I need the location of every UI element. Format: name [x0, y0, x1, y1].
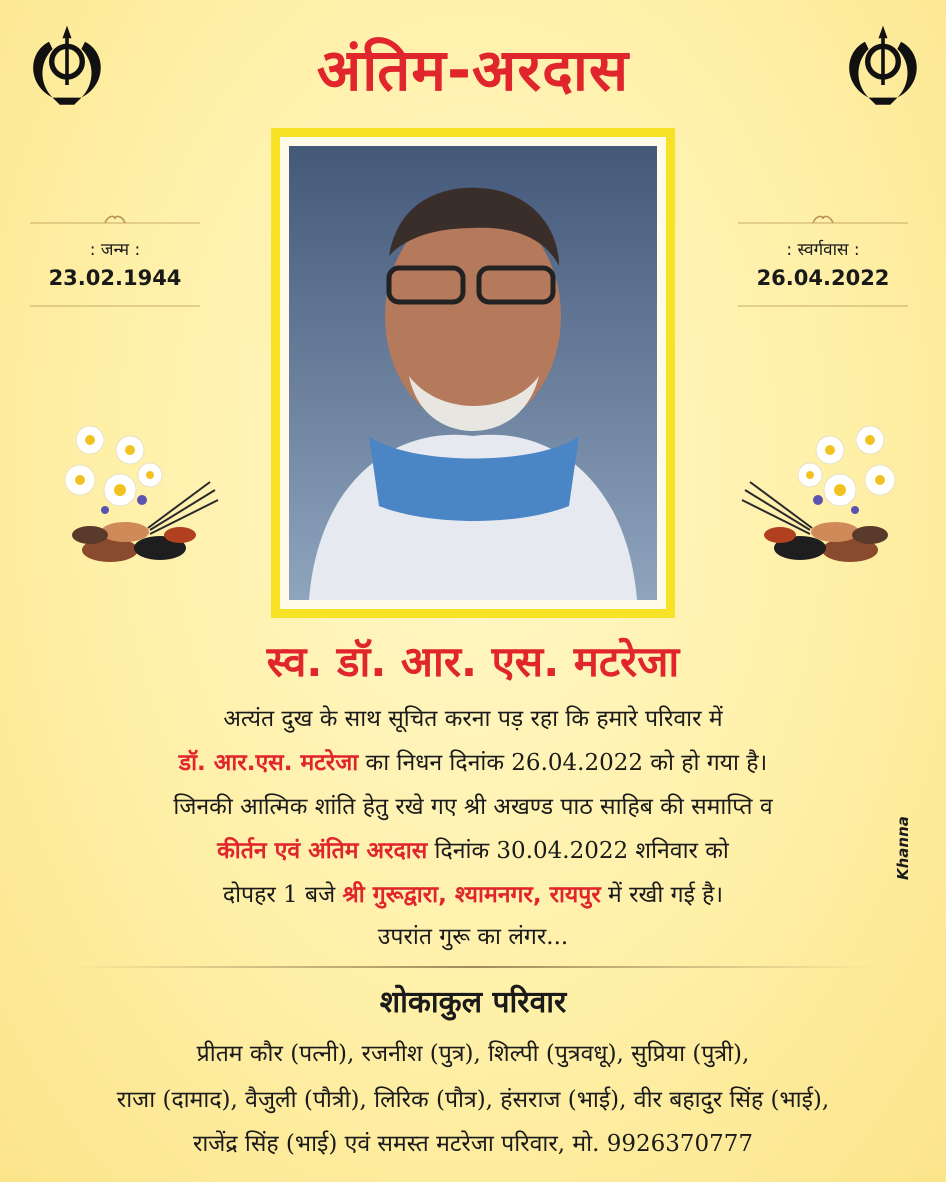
family-line-2: राजा (दामाद), वैजुली (पौत्री), लिरिक (पौत्र), हंसराज (भाई), वीर बहादुर सिंह (भाई),	[116, 1087, 830, 1113]
divider	[70, 966, 876, 968]
family-heading: शोकाकुल परिवार	[379, 985, 567, 1020]
ornament-divider-icon	[738, 213, 908, 227]
message-line-5	[0, 880, 946, 910]
message-highlight-event: कीर्तन एवं अंतिम अरदास	[217, 838, 428, 864]
message-text: दोपहर 1 बजे	[222, 882, 343, 908]
death-date: 26.04.2022	[756, 266, 890, 290]
message-text: में रखी गई है।	[600, 882, 724, 908]
flowers-incense-icon-left	[50, 420, 230, 580]
page-title: अंतिम-अरदास	[316, 36, 630, 104]
portrait-photo	[289, 146, 657, 600]
message-text: का निधन दिनांक 26.04.2022 को हो गया है।	[358, 750, 768, 776]
artist-credit: Khanna	[894, 816, 912, 880]
ornament-divider-icon	[30, 302, 200, 316]
death-date-box	[738, 212, 908, 320]
message-text: दिनांक 30.04.2022 शनिवार को	[427, 838, 729, 864]
flowers-incense-icon-right	[730, 420, 910, 580]
family-line-3: राजेंद्र सिंह (भाई) एवं समस्त मटरेजा परिवार, मो. 9926370777	[192, 1131, 754, 1157]
family-line-1: प्रीतम कौर (पत्नी), रजनीश (पुत्र), शिल्पी (पुत्रवधू), सुप्रिया (पुत्री),	[196, 1041, 750, 1067]
birth-date-box	[30, 212, 200, 320]
message-line-3: जिनकी आत्मिक शांति हेतु रखे गए श्री अखण्ड पाठ साहिब की समाप्ति व	[173, 794, 773, 820]
ornament-divider-icon	[30, 213, 200, 227]
message-highlight-venue: श्री गुरूद्वारा, श्यामनगर, रायपुर	[342, 882, 601, 908]
message-highlight-name: डॉ. आर.एस. मटरेजा	[178, 750, 359, 776]
birth-date: 23.02.1944	[48, 266, 182, 290]
death-label: : स्वर्गवास :	[786, 240, 860, 260]
message-line-4	[0, 836, 946, 866]
portrait-frame	[271, 128, 675, 618]
ornament-divider-icon	[738, 302, 908, 316]
deceased-name: स्व. डॉ. आर. एस. मटरेजा	[266, 637, 680, 686]
birth-label: : जन्म :	[89, 240, 141, 260]
message-line-2	[0, 748, 946, 778]
message-line-6: उपरांत गुरू का लंगर...	[377, 924, 569, 950]
message-line-1: अत्यंत दुख के साथ सूचित करना पड़ रहा कि हमारे परिवार में	[223, 706, 723, 732]
